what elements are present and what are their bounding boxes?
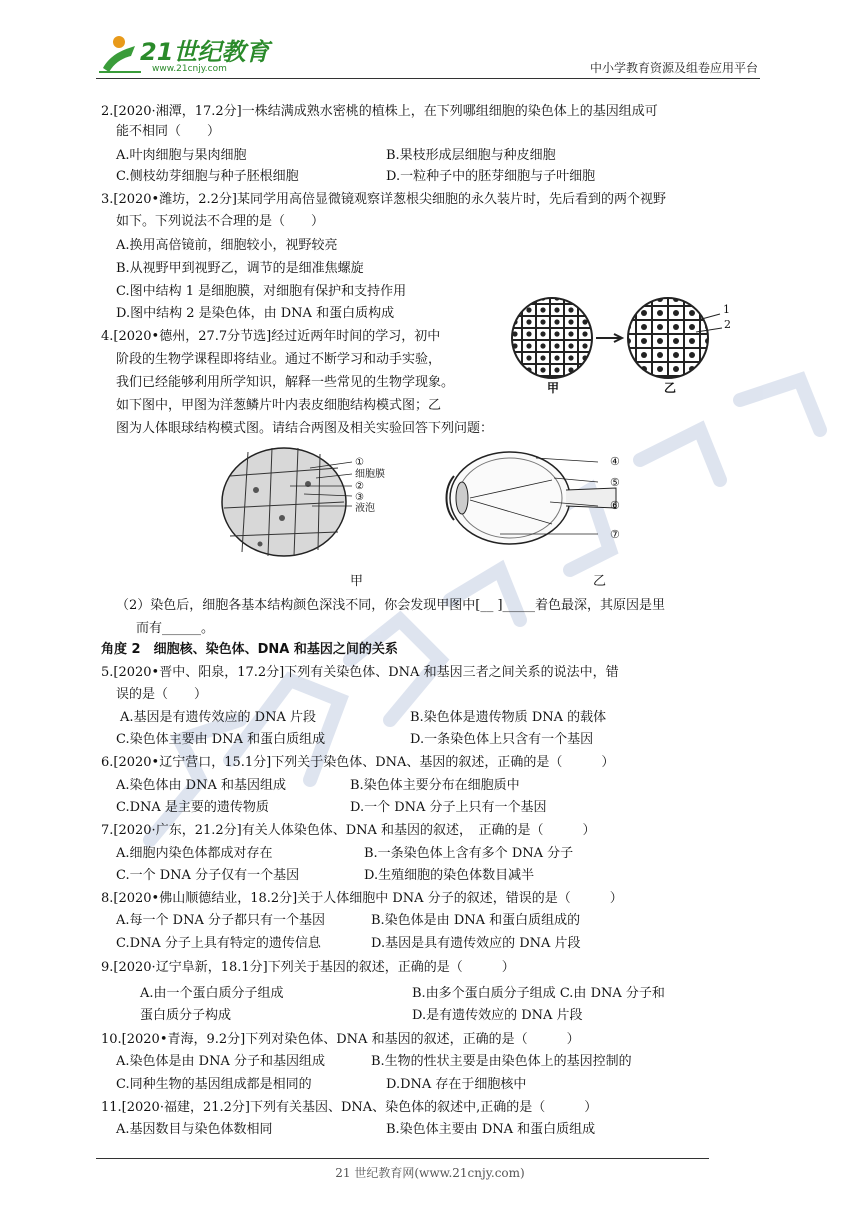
q8-stem: 8.[2020•佛山顺德结业，18.2分]关于人体细胞中 DNA 分子的叙述，错误的是（ ）	[101, 891, 623, 906]
q10-option-b: B.生物的性状主要是由染色体上的基因控制的	[371, 1054, 632, 1069]
logo-title: 21世纪教育	[140, 38, 270, 66]
q6-stem: 6.[2020•辽宁营口，15.1分]下列关于染色体、DNA、基因的叙述，正确的是（ ）	[101, 755, 615, 770]
q2-stem-line1: 2.[2020·湘潭，17.2分]一株结满成熟水密桃的植株上，在下列哪组细胞的染色体上的基因组成可	[101, 104, 658, 119]
q4-stem-line2: 阶段的生物学课程即将结业。通过不断学习和动手实验，	[116, 352, 442, 367]
q6-option-c: C.DNA 是主要的遗传物质	[116, 800, 269, 815]
q2-option-d: D.一粒种子中的胚芽细胞与子叶细胞	[386, 169, 596, 184]
q7-stem: 7.[2020·广东，21.2分]有关人体染色体、DNA 和基因的叙述， 正确的是（ ）	[101, 823, 596, 838]
q3-option-b: B.从视野甲到视野乙，调节的是细准焦螺旋	[116, 261, 364, 276]
microscope-fields-figure	[508, 292, 748, 400]
footer-divider	[96, 1158, 709, 1159]
q11-stem: 11.[2020·福建，21.2分]下列有关基因、DNA、染色体的叙述中,正确的是（ ）	[101, 1100, 598, 1115]
fig-caption-yi: 乙	[593, 574, 607, 589]
q3-fig-label-yi: 乙	[664, 381, 677, 395]
q3-fig-mark-1: 1	[723, 303, 730, 316]
q3-stem-line1: 3.[2020•潍坊，2.2分]某同学用高倍显微镜观察详葱根尖细胞的永久装片时，先后看到的两个视野	[101, 192, 666, 207]
q3-stem-line2: 如下。下列说法不合理的是（ ）	[116, 214, 325, 229]
q9-option-c-cont: 蛋白质分子构成	[140, 1008, 232, 1023]
fig1-label-membrane: 细胞膜	[355, 469, 385, 480]
q3-option-a: A.换用高倍镜前，细胞较小，视野较亮	[116, 238, 338, 253]
q3-fig-mark-2: 2	[724, 318, 731, 331]
fig1-label-2: ②	[355, 481, 364, 492]
platform-name: 中小学教育资源及组卷应用平台	[589, 61, 758, 75]
section-title: 角度 2 细胞核、染色体、DNA 和基因之间的关系	[101, 642, 398, 657]
q7-option-a: A.细胞内染色体都成对存在	[116, 846, 273, 861]
q6-option-b: B.染色体主要分布在细胞质中	[350, 778, 520, 793]
q8-option-b: B.染色体是由 DNA 和蛋白质组成的	[371, 913, 581, 928]
q2-option-b: B.果枝形成层细胞与种皮细胞	[386, 148, 556, 163]
q11-option-a: A.基因数目与染色体数相同	[116, 1122, 273, 1137]
q3-option-c: C.图中结构 1 是细胞膜，对细胞有保护和支持作用	[116, 284, 407, 299]
q9-option-bc: B.由多个蛋白质分子组成 C.由 DNA 分子和	[412, 986, 665, 1001]
q3-fig-label-jia: 甲	[547, 381, 560, 395]
header-divider	[96, 78, 760, 79]
q4-stem-line4: 如下图中，甲图为洋葱鳞片叶内表皮细胞结构模式图；乙	[116, 398, 442, 413]
q4-stem-line1: 4.[2020•德州，27.7分节选]经过近两年时间的学习，初中	[101, 329, 441, 344]
q2-option-c: C.侧枝幼芽细胞与种子胚根细胞	[116, 169, 299, 184]
q3-option-d: D.图中结构 2 是染色体，由 DNA 和蛋白质构成	[116, 306, 395, 321]
q5-option-c: C.染色体主要由 DNA 和蛋白质组成	[116, 732, 326, 747]
q4-stem-line5: 图为人体眼球结构模式图。请结合两图及相关实验回答下列问题：	[116, 421, 494, 436]
q7-option-c: C.一个 DNA 分子仅有一个基因	[116, 868, 300, 883]
fig1-label-vacuole: 液泡	[355, 503, 375, 514]
q5-option-b: B.染色体是遗传物质 DNA 的载体	[410, 710, 607, 725]
q5-option-a: A.基因是有遗传效应的 DNA 片段	[120, 710, 316, 725]
q10-option-a: A.染色体是由 DNA 分子和基因组成	[116, 1054, 325, 1069]
fig1-label-3: ③	[355, 492, 364, 503]
q9-stem: 9.[2020·辽宁阜新，18.1分]下列关于基因的叙述，正确的是（ ）	[101, 960, 515, 975]
q8-option-d: D.基因是具有遗传效应的 DNA 片段	[371, 936, 581, 951]
onion-cell-diagram	[220, 446, 390, 558]
q7-option-b: B.一条染色体上含有多个 DNA 分子	[364, 846, 574, 861]
q10-option-c: C.同种生物的基因组成都是相同的	[116, 1077, 312, 1092]
q4-sub2-line1: （2）染色后，细胞各基本结构颜色深浅不同，你会发现甲图中[__ ]_____着色最深，其原因是里	[116, 598, 666, 613]
q2-stem-line2: 能不相同（ ）	[116, 124, 221, 139]
q11-option-b: B.染色体主要由 DNA 和蛋白质组成	[386, 1122, 596, 1137]
q10-stem: 10.[2020•青海，9.2分]下列对染色体、DNA 和基因的叙述，正确的是（ ）	[101, 1032, 580, 1047]
fig-caption-jia: 甲	[350, 574, 364, 589]
eyeball-diagram	[440, 448, 630, 548]
fig2-label-7: ⑦	[610, 528, 620, 541]
fig2-label-4: ④	[610, 455, 620, 468]
q5-stem-line1: 5.[2020•晋中、阳泉，17.2分]下列有关染色体、DNA 和基因三者之间关系的说法中，错	[101, 665, 619, 680]
logo-url: www.21cnjy.com	[152, 64, 227, 74]
q2-option-a: A.叶肉细胞与果肉细胞	[116, 148, 247, 163]
fig2-label-6: ⑥	[610, 499, 620, 512]
q9-option-d: D.是有遗传效应的 DNA 片段	[412, 1008, 583, 1023]
q10-option-d: D.DNA 存在于细胞核中	[386, 1077, 527, 1092]
fig1-label-1: ①	[355, 457, 364, 468]
q6-option-a: A.染色体由 DNA 和基因组成	[116, 778, 286, 793]
q5-stem-line2: 误的是（ ）	[116, 687, 208, 702]
q8-option-a: A.每一个 DNA 分子都只有一个基因	[116, 913, 325, 928]
q6-option-d: D.一个 DNA 分子上只有一个基因	[350, 800, 547, 815]
footer-text: 21 世纪教育网(www.21cnjy.com)	[335, 1166, 525, 1180]
q7-option-d: D.生殖细胞的染色体数目减半	[364, 868, 535, 883]
q4-sub2-line2: 而有______。	[136, 621, 215, 636]
fig2-label-5: ⑤	[610, 476, 620, 489]
q5-option-d: D.一条染色体上只含有一个基因	[410, 732, 594, 747]
q8-option-c: C.DNA 分子上具有特定的遗传信息	[116, 936, 321, 951]
q4-stem-line3: 我们已经能够利用所学知识，解释一些常见的生物学现象。	[116, 375, 455, 390]
q9-option-a: A.由一个蛋白质分子组成	[140, 986, 284, 1001]
